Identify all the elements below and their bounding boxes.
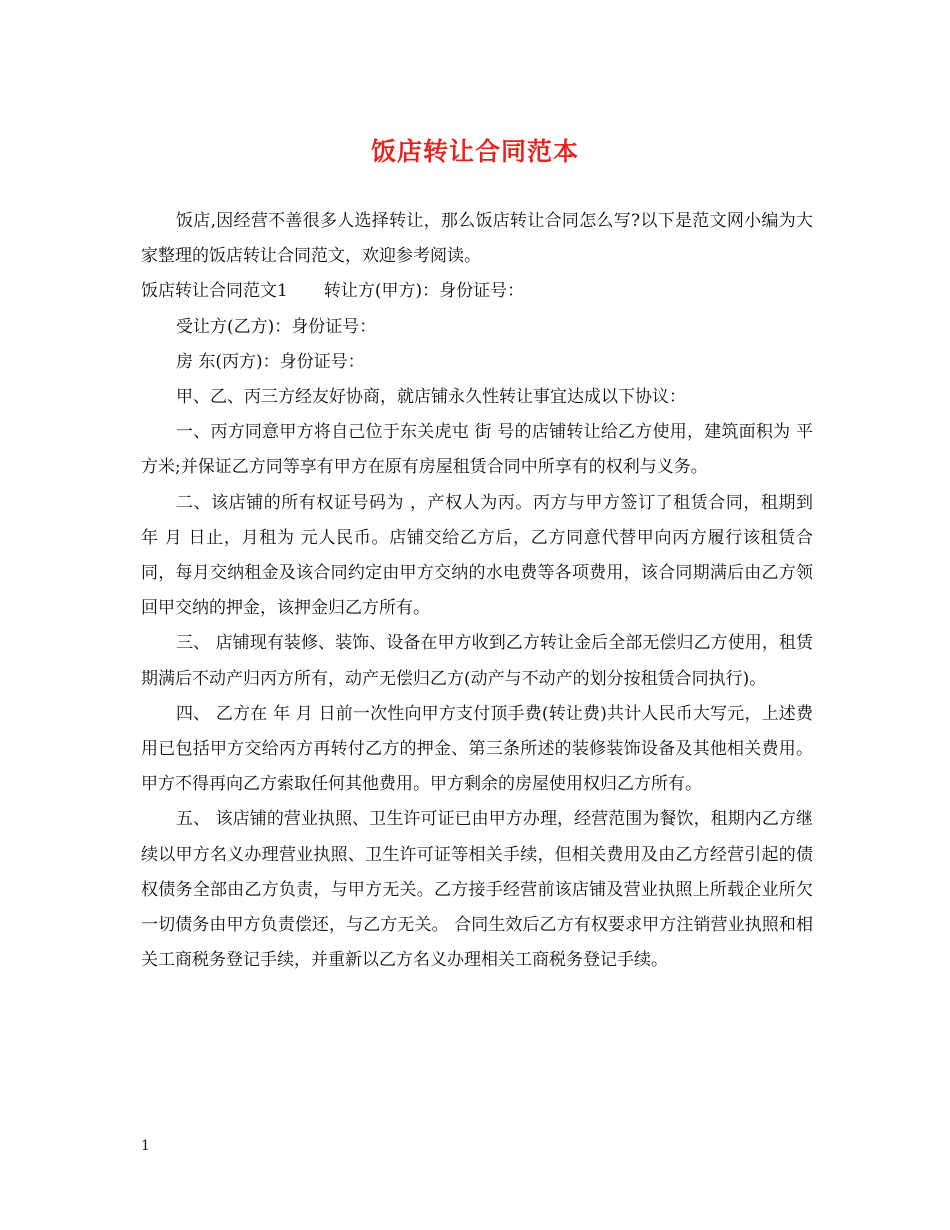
clause-5: 五、 该店铺的营业执照、卫生许可证已由甲方办理，经营范围为餐饮，租期内乙方继续以甲方名义办理营业执照、卫生许可证等相关手续，但相关费用及由乙方经营引起的债权债务全部由乙方负责，与甲方无关。乙方接手经营前该店铺及营业执照上所载企业所欠一切债务由甲方负责偿还，与乙方无关。 合同生效后乙方有权要求甲方注销营业执照和相关工商税务登记手续，并重新以乙方名义办理相关工商税务登记手续。 xyxy=(141,809,813,971)
clause-4: 四、 乙方在 年 月 日前一次性向甲方支付顶手费(转让费)共计人民币大写元，上述费用已包括甲方交给丙方再转付乙方的押金、第三条所述的装修装饰设备及其他相关费用。甲方不得再向乙方索取任何其他费用。甲方剩余的房屋使用权归乙方所有。 xyxy=(141,703,813,795)
intro-paragraph: 饭店,因经营不善很多人选择转让，那么饭店转让合同怎么写?以下是范文网小编为大家整理的饭店转让合同范文，欢迎参考阅读。 xyxy=(141,211,813,267)
party-c-line: 房 东(丙方)：身份证号： xyxy=(176,351,365,372)
clause-1: 一、丙方同意甲方将自己位于东关虎屯 街 号的店铺转让给乙方使用，建筑面积为 平方米;并保证乙方同等享有甲方在原有房屋租赁合同中所享有的权利与义务。 xyxy=(141,422,813,478)
sample-heading-line xyxy=(141,274,813,309)
clause-3: 三、 店铺现有装修、装饰、设备在甲方收到乙方转让金后全部无偿归乙方使用，租赁期满后不动产归丙方所有，动产无偿归乙方(动产与不动产的划分按租赁合同执行)。 xyxy=(141,633,813,689)
party-b-line: 受让方(乙方)：身份证号： xyxy=(176,316,377,337)
sample-heading: 饭店转让合同范文1 xyxy=(141,281,288,302)
document-title: 饭店转让合同范本 xyxy=(370,137,579,166)
document-body xyxy=(141,204,813,978)
preamble-paragraph: 甲、乙、丙三方经友好协商，就店铺永久性转让事宜达成以下协议： xyxy=(176,387,686,408)
clause-2: 二、该店铺的所有权证号码为 ，产权人为丙。丙方与甲方签订了租赁合同，租期到 年 月 日止，月租为 元人民币。店铺交给乙方后，乙方同意代替甲向丙方履行该租赁合同，每月交纳租金及该合同约定由甲方交纳的水电费等各项费用，该合同期满后由乙方领回甲交纳的押金，该押金归乙方所有。 xyxy=(141,492,813,619)
page-number: 1 xyxy=(141,1138,150,1154)
party-a-line: 转让方(甲方)：身份证号： xyxy=(323,281,525,302)
